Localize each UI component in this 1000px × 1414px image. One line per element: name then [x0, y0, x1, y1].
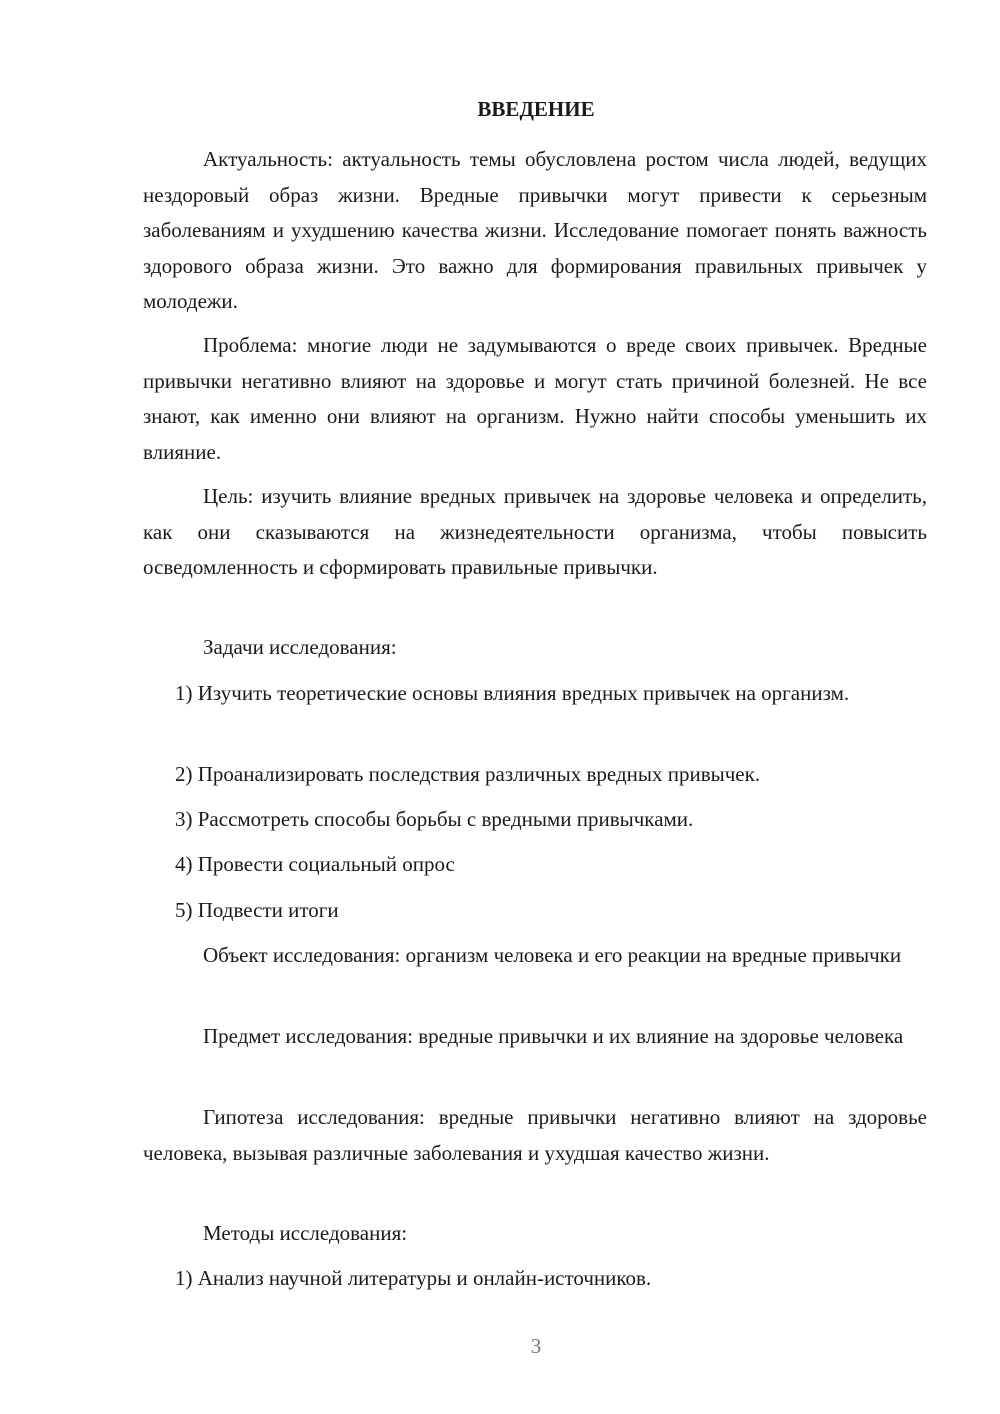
paragraph-hypothesis: Гипотеза исследования: вредные привычки негативно влияют на здоровье человека, вызывая различные заболевания и ухудшая качество жизни.	[143, 1105, 927, 1165]
paragraph-goal: Цель: изучить влияние вредных привычек на здоровье человека и определить, как они сказываются на жизнедеятельности организма, чтобы повысить осведомленность и сформировать правильные привычки.	[143, 484, 927, 580]
tasks-heading: Задачи исследования:	[203, 635, 397, 659]
task-item-3: 3) Рассмотреть способы борьбы с вредными привычками.	[175, 807, 694, 831]
method-item-1: 1) Анализ научной литературы и онлайн-источников.	[175, 1266, 652, 1290]
task-item-4: 4) Провести социальный опрос	[175, 852, 455, 876]
page-number: 3	[530, 1334, 542, 1358]
page-title: ВВЕДЕНИЕ	[477, 97, 595, 121]
methods-heading: Методы исследования:	[203, 1221, 408, 1245]
task-item-2: 2) Проанализировать последствия различных вредных привычек.	[175, 762, 761, 786]
paragraph-problem: Проблема: многие люди не задумываются о вреде своих привычек. Вредные привычки негативно влияют на здоровье и могут стать причиной болезней. Не все знают, как именно они влияют на организм. Нужно найти способы уменьшить их влияние.	[143, 333, 927, 464]
task-item-1: 1) Изучить теоретические основы влияния вредных привычек на организм.	[175, 681, 850, 705]
task-item-5: 5) Подвести итоги	[175, 898, 339, 922]
paragraph-subject: Предмет исследования: вредные привычки и их влияние на здоровье человека	[203, 1024, 904, 1048]
paragraph-relevance: Актуальность: актуальность темы обусловлена ростом числа людей, ведущих нездоровый образ жизни. Вредные привычки могут привести к серьезным заболеваниям и ухудшению качества жизни. Исследование помогает понять важность здорового образа жизни. Это важно для формирования правильных привычек у молодежи.	[143, 147, 927, 314]
paragraph-object: Объект исследования: организм человека и его реакции на вредные привычки	[203, 943, 902, 967]
